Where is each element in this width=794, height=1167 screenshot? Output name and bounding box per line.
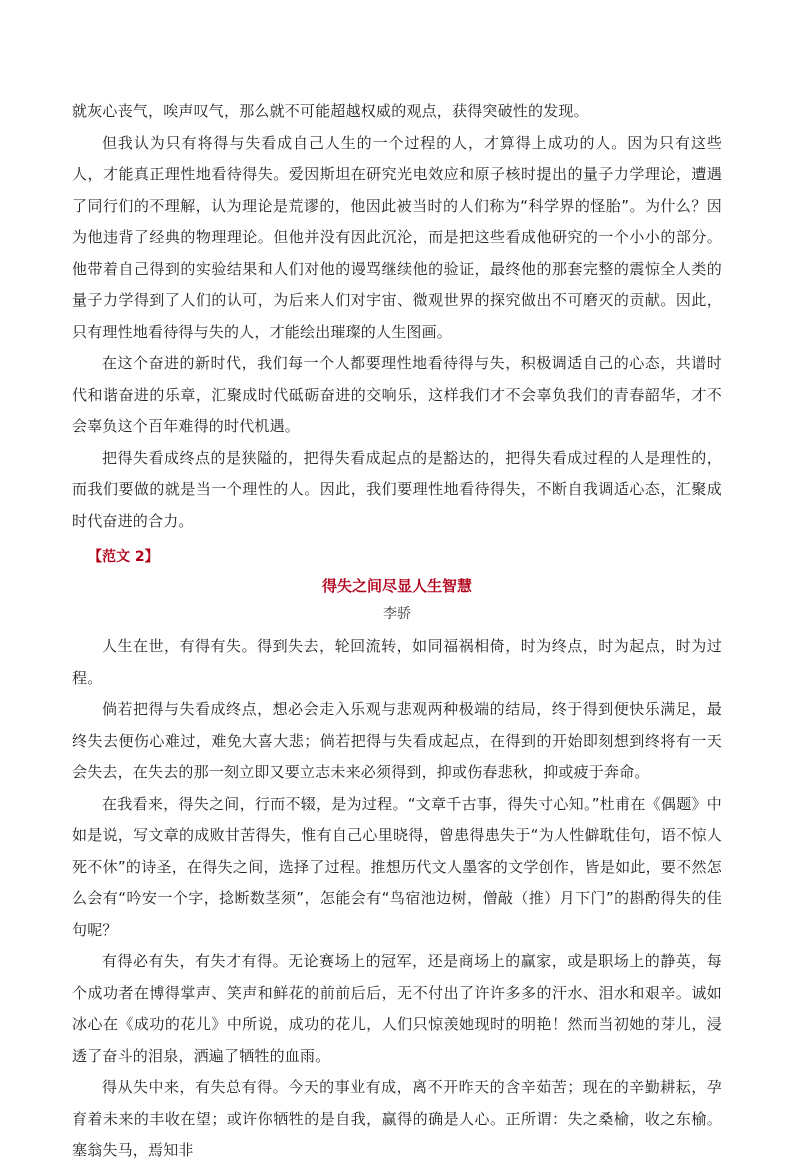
paragraph-2: 但我认为只有将得与失看成自己人生的一个过程的人，才算得上成功的人。因为只有这些人，才能真正理性地看待得失。爱因斯坦在研究光电效应和原子核时提出的量子力学理论，遭遇了同行们的不理解，认为理论是荒谬的，他因此被当时的人们称为“科学界的怪胎”。为什么？因为他违背了经典的物理理论。但他并没有因此沉沦，而是把这些看成他研究的一个小小的部分。他带着自己得到的实验结果和人们对他的谩骂继续他的验证，最终他的那套完整的震惊全人类的量子力学得到了人们的认可，为后来人们对宇宙、微观世界的探究做出不可磨灭的贡献。因此，只有理性地看待得与失的人，才能绘出璀璨的人生图画。 bbox=[72, 133, 722, 341]
paragraph-5: 人生在世，有得有失。得到失去，轮回流转，如同福祸相倚，时为终点，时为起点，时为过程。 bbox=[72, 637, 722, 687]
document-page bbox=[72, 96, 722, 1167]
paragraph-8: 有得必有失，有失才有得。无论赛场上的冠军，还是商场上的赢家，或是职场上的静英，每个成功者在博得掌声、笑声和鲜花的前前后后，无不付出了许许多多的汗水、泪水和艰辛。诚如冰心在《成功的花儿》中所说，成功的花儿，人们只惊羡她现时的明艳！然而当初她的芽儿，浸透了奋斗的泪泉，洒遍了牺牲的血雨。 bbox=[72, 952, 722, 1065]
paragraph-3: 在这个奋进的新时代，我们每一个人都要理性地看待得与失，积极调适自己的心态，共谱时代和谐奋进的乐章，汇聚成时代砥砺奋进的交响乐，这样我们才不会辜负我们的青春韶华，才不会辜负这个百年难得的时代机遇。 bbox=[72, 354, 722, 435]
paragraph-9: 得从失中来，有失总有得。今天的事业有成，离不开昨天的含辛茹苦；现在的辛勤耕耘，孕育着未来的丰收在望；或许你牺牲的是自我，赢得的确是人心。正所谓：失之桑榆，收之东榆。塞翁失马，焉知非 bbox=[72, 1078, 722, 1159]
paragraph-4: 把得失看成终点的是狭隘的，把得失看成起点的是豁达的，把得失看成过程的人是理性的，而我们要做的就是当一个理性的人。因此，我们要理性地看待得失，不断自我调适心态，汇聚成时代奋进的合力。 bbox=[72, 448, 722, 530]
paragraph-1: 就灰心丧气，唉声叹气，那么就不可能超越权威的观点，获得突破性的发现。 bbox=[72, 102, 589, 120]
essay-author: 李骄 bbox=[383, 606, 411, 622]
essay-title: 得失之间尽显人生智慧 bbox=[321, 577, 472, 595]
sample-essay-tag: 【范文 2】 bbox=[88, 549, 159, 565]
paragraph-6: 倘若把得与失看成终点，想必会走入乐观与悲观两种极端的结局，终于得到便快乐满足，最终失去便伤心难过，难免大喜大悲；倘若把得与失看成起点，在得到的开始即刻想到终将有一天会失去，在失去的那一刻立即又要立志未来必须得到，抑或伤春悲秋，抑或疲于奔命。 bbox=[72, 700, 722, 781]
paragraph-7: 在我看来，得失之间，行而不辍，是为过程。“文章千古事，得失寸心知。”杜甫在《偶题》中如是说，写文章的成败甘苦得失，惟有自己心里晓得，曾患得患失于“为人性僻耽佳句，语不惊人死不休”的诗圣，在得失之间，选择了过程。推想历代文人墨客的文学创作，皆是如此，要不然怎么会有“吟安一个字，捻断数茎须”，怎能会有“鸟宿池边树，僧敲（推）月下门”的斟酌得失的佳句呢？ bbox=[72, 794, 722, 939]
